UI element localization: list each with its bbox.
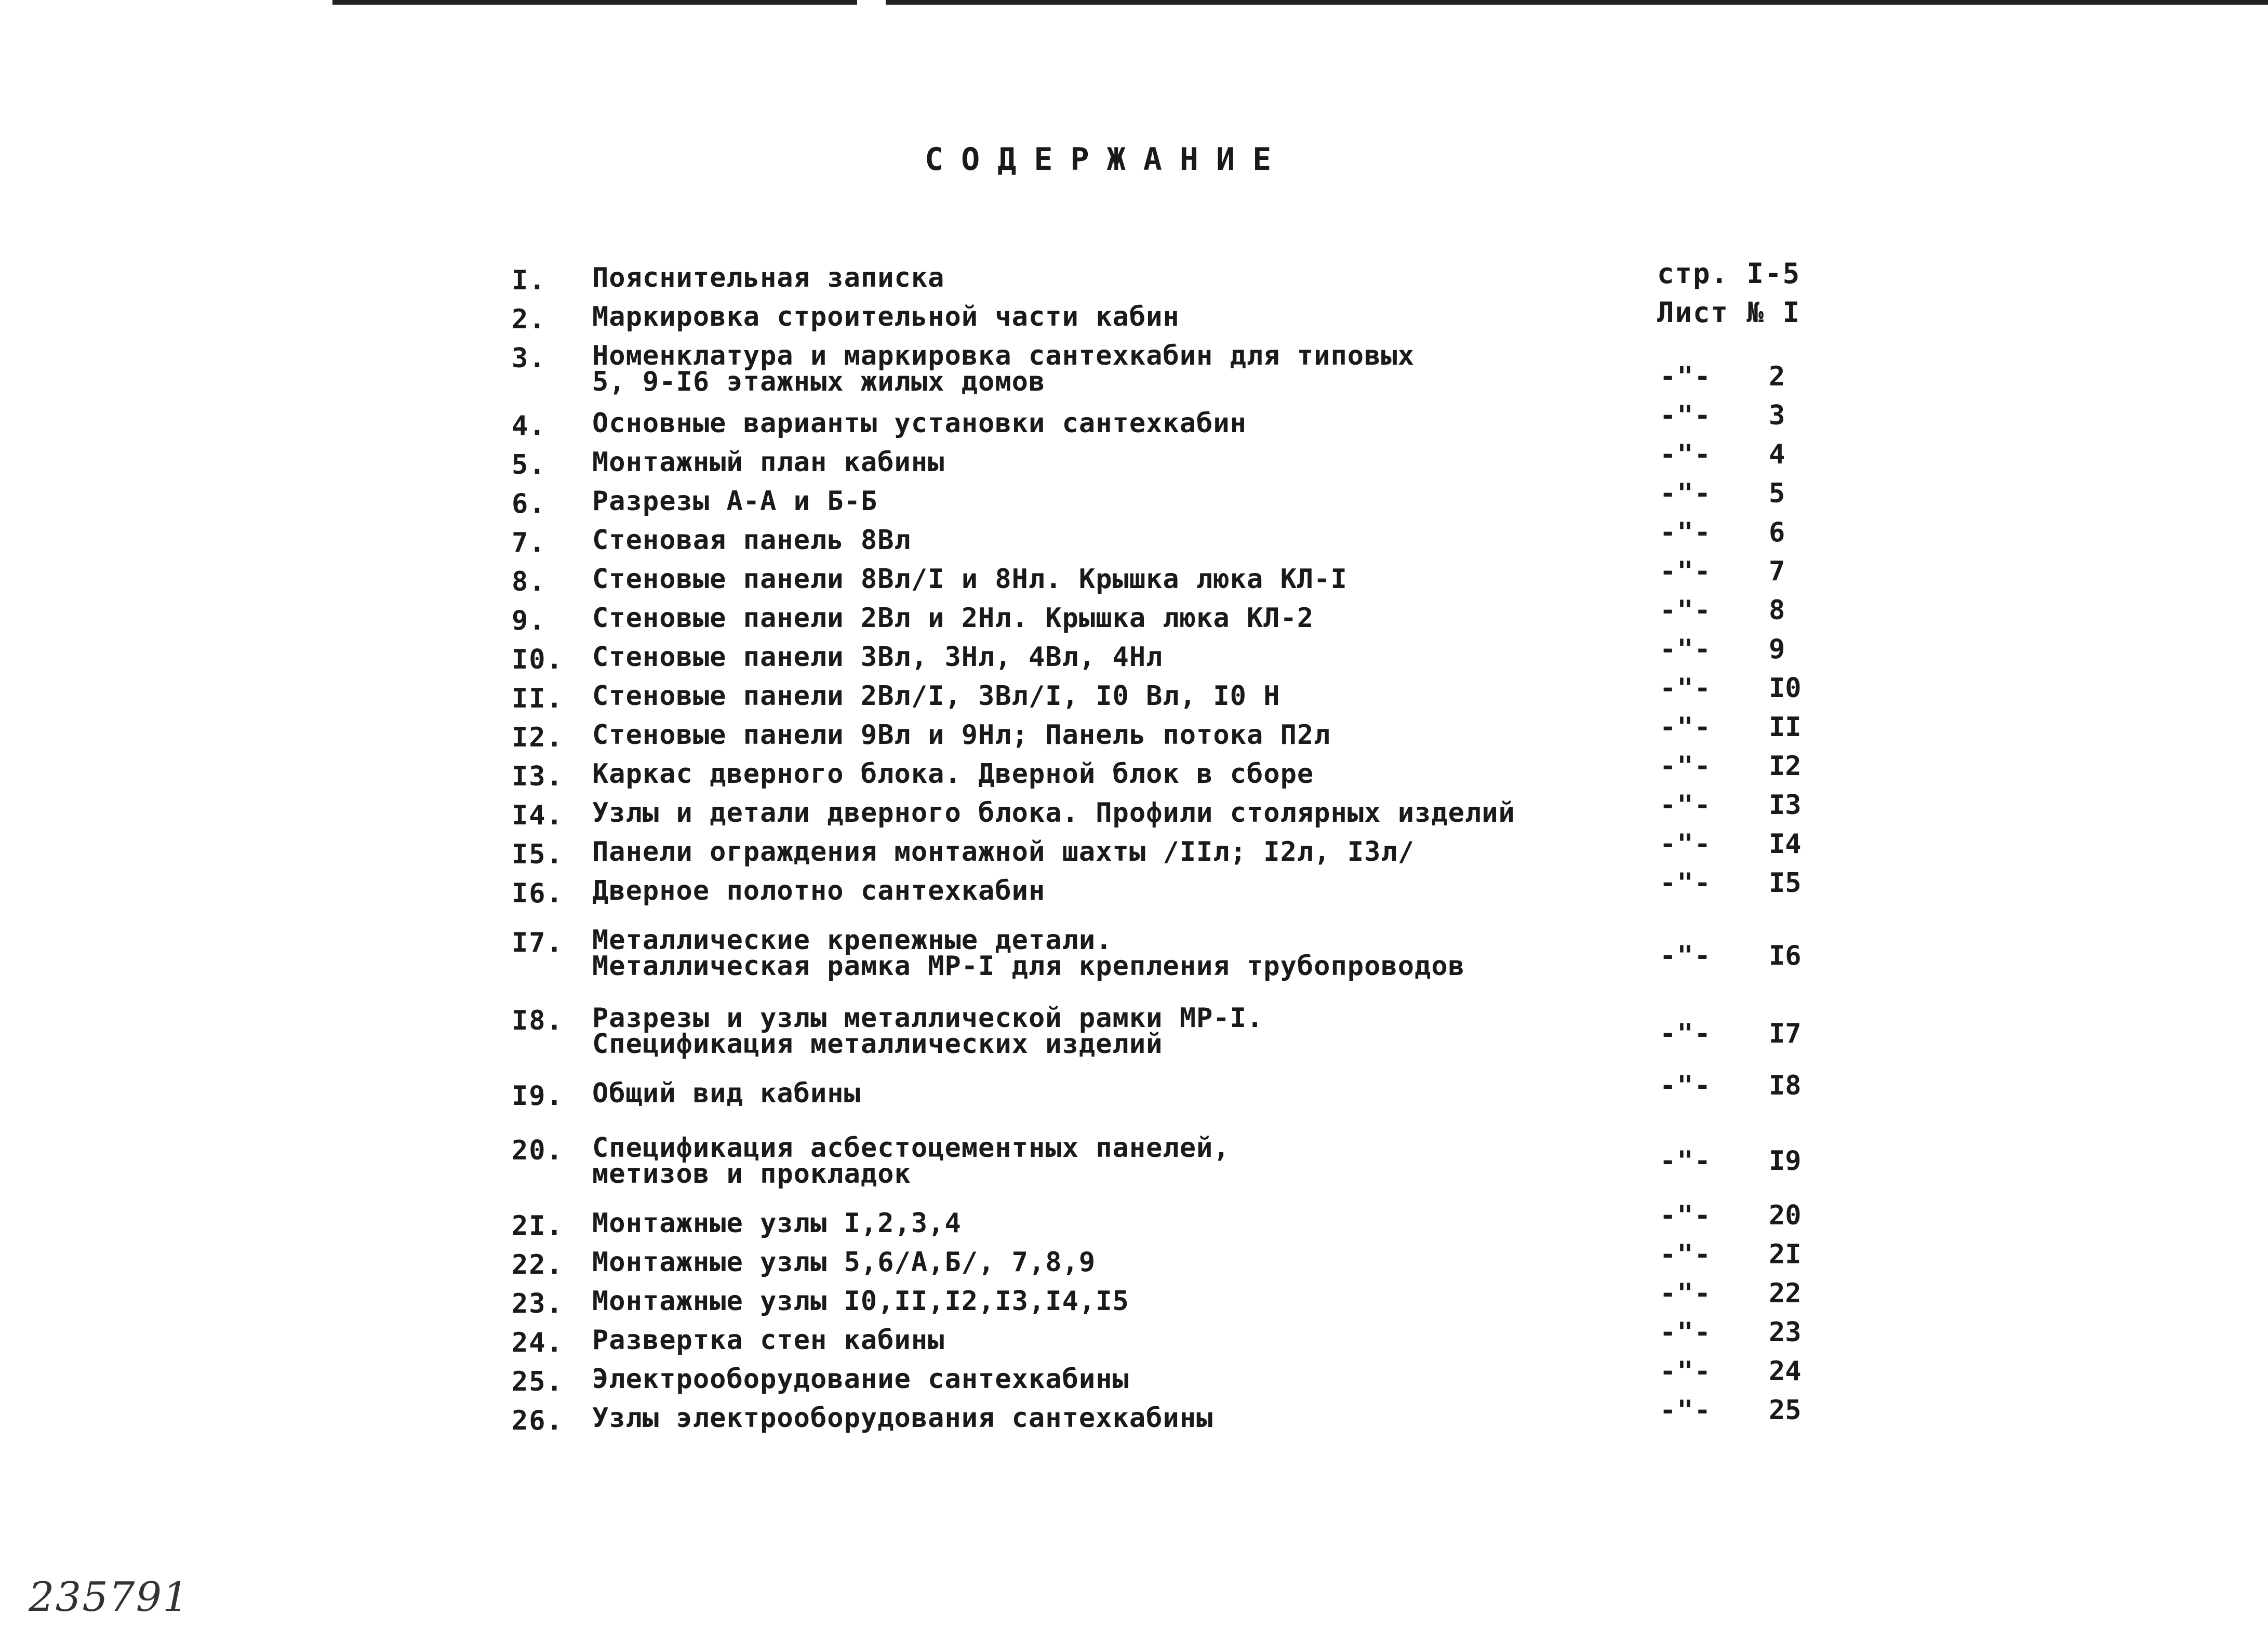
sheet-label: Лист № I [1657,296,1801,329]
toc-item-number: I2. [512,722,564,753]
toc-page-number: I4 [1769,829,1802,860]
toc-item-text: Пояснительная записка [592,262,945,293]
ditto-mark: -"- [1660,1239,1712,1270]
toc-item-text: Общий вид кабины [592,1078,861,1109]
toc-page-number: 23 [1769,1317,1802,1348]
toc-page-number: I2 [1769,751,1802,782]
toc-item-text: Узлы электрооборудования сантехкабины [592,1403,1213,1434]
handwritten-signature: 235791 [29,1574,190,1621]
toc-item-number: 5. [512,449,546,481]
toc-item-text: Разрезы А-А и Б-Б [592,486,878,517]
toc-page-number: 5 [1769,478,1785,509]
ditto-mark: -"- [1660,1200,1712,1231]
toc-item-text: Монтажный план кабины [592,447,945,478]
ditto-mark: -"- [1660,829,1712,860]
toc-item-number: 23. [512,1288,564,1319]
toc-page-number: I0 [1769,673,1802,704]
toc-page-number: I5 [1769,868,1802,899]
toc-item-text: Стеновые панели 9Вл и 9Нл; Панель потока П2л [592,719,1331,751]
toc-item-number: I4. [512,800,564,831]
toc-item-text: Маркировка строительной части кабин [592,301,1180,332]
toc-item-number: 2I. [512,1210,564,1242]
toc-item-number: II. [512,683,564,714]
toc-item-number: 2. [512,304,546,335]
toc-item-number: 6. [512,488,546,519]
toc-item-number: 20. [512,1135,564,1166]
toc-item-text: Стеновая панель 8Вл [592,525,911,556]
ditto-mark: -"- [1660,400,1712,431]
toc-item-text: Стеновые панели 2Вл и 2Нл. Крышка люка КЛ-2 [592,603,1314,634]
toc-item-text: Стеновые панели 3Вл, 3Нл, 4Вл, 4Нл [592,642,1163,673]
toc-item-text: Стеновые панели 2Вл/I, 3Вл/I, I0 Вл, I0 Н [592,680,1280,712]
ditto-mark: -"- [1660,1395,1712,1426]
toc-item-number: I. [512,265,546,296]
ditto-mark: -"- [1660,940,1712,971]
toc-item-text: Металлические крепежные детали. Металлическая рамка МР-I для крепления трубопроводов [592,925,1465,982]
toc-item-number: I0. [512,644,564,675]
toc-item-text: Спецификация асбестоцементных панелей, метизов и прокладок [592,1132,1230,1190]
toc-page-number: 3 [1769,400,1785,431]
toc-item-text: Номенклатура и маркировка сантехкабин для типовых 5, 9-I6 этажных жилых домов [592,340,1415,397]
toc-page-number: I9 [1769,1145,1802,1177]
toc-item-number: I5. [512,839,564,870]
toc-page-number: I8 [1769,1070,1802,1101]
ditto-mark: -"- [1660,556,1712,587]
toc-item-number: 3. [512,343,546,374]
toc-item-text: Разрезы и узлы металлической рамки МР-I. Спецификация металлических изделий [592,1003,1264,1060]
toc-item-number: 22. [512,1249,564,1280]
ditto-mark: -"- [1660,1070,1712,1101]
toc-item-text: Дверное полотно сантехкабин [592,875,1046,906]
toc-item-number: 25. [512,1366,564,1397]
ditto-mark: -"- [1660,712,1712,743]
toc-page-number: 9 [1769,634,1785,665]
toc-page-number: 8 [1769,595,1785,626]
toc-item-number: 24. [512,1327,564,1358]
toc-item-number: 26. [512,1405,564,1436]
toc-item-text: Стеновые панели 8Вл/I и 8Нл. Крышка люка КЛ-I [592,564,1348,595]
toc-item-number: I9. [512,1080,564,1112]
toc-item-number: I3. [512,761,564,792]
ditto-mark: -"- [1660,439,1712,470]
toc-item-text: Монтажные узлы 5,6/А,Б/, 7,8,9 [592,1247,1096,1278]
ditto-mark: -"- [1660,673,1712,704]
ditto-mark: -"- [1660,790,1712,821]
ditto-mark: -"- [1660,478,1712,509]
toc-item-number: 7. [512,527,546,558]
toc-page-number: II [1769,712,1802,743]
toc-page-number: 24 [1769,1356,1802,1387]
toc-item-text: Каркас дверного блока. Дверной блок в сборе [592,758,1314,790]
toc-item-text: Монтажные узлы I0,II,I2,I3,I4,I5 [592,1286,1129,1317]
ditto-mark: -"- [1660,361,1712,392]
ditto-mark: -"- [1660,634,1712,665]
ditto-mark: -"- [1660,1356,1712,1387]
ditto-mark: -"- [1660,1317,1712,1348]
ditto-mark: -"- [1660,517,1712,548]
pages-label: стр. I-5 [1657,257,1801,290]
toc-item-number: 4. [512,410,546,442]
toc-item-number: I6. [512,878,564,909]
toc-page-number: 22 [1769,1278,1802,1309]
ditto-mark: -"- [1660,595,1712,626]
ditto-mark: -"- [1660,1018,1712,1049]
toc-item-text: Электрооборудование сантехкабины [592,1364,1129,1395]
toc-item-text: Монтажные узлы I,2,3,4 [592,1208,962,1239]
toc-page-number: 20 [1769,1200,1802,1231]
toc-item-number: I7. [512,927,564,958]
toc-page-number: 25 [1769,1395,1802,1426]
toc-item-text: Панели ограждения монтажной шахты /IIл; I2л, I3л/ [592,836,1415,868]
toc-item-number: 9. [512,605,546,636]
toc-page-number: 2I [1769,1239,1802,1270]
toc-page-number: 6 [1769,517,1785,548]
toc-item-text: Основные варианты установки сантехкабин [592,408,1247,439]
toc-page-number: 7 [1769,556,1785,587]
ditto-mark: -"- [1660,1145,1712,1177]
ditto-mark: -"- [1660,751,1712,782]
ditto-mark: -"- [1660,868,1712,899]
page-title: СОДЕРЖАНИЕ [925,141,1289,178]
ditto-mark: -"- [1660,1278,1712,1309]
toc-page-number: I7 [1769,1018,1802,1049]
toc-item-number: I8. [512,1005,564,1036]
toc-page-number: 2 [1769,361,1785,392]
toc-page-number: I3 [1769,790,1802,821]
toc-item-text: Развертка стен кабины [592,1325,945,1356]
toc-page-number: I6 [1769,940,1802,971]
toc-item-number: 8. [512,566,546,597]
toc-item-text: Узлы и детали дверного блока. Профили столярных изделий [592,797,1515,829]
toc-page-number: 4 [1769,439,1785,470]
